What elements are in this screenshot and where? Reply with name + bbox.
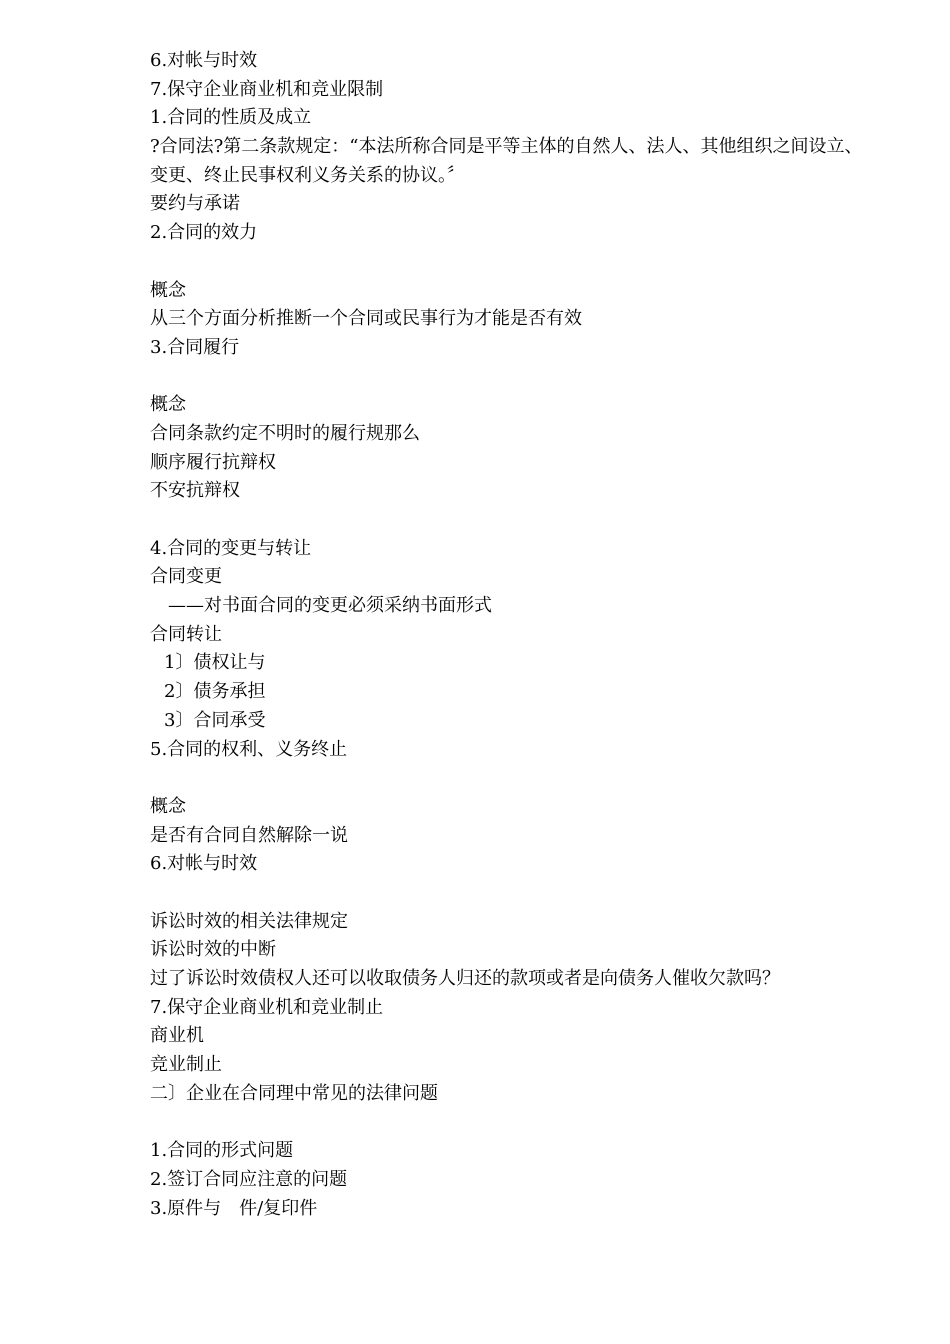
text-concept: 概念 — [150, 279, 186, 301]
heading-signing-notes: 2.签订合同应注意的问题 — [150, 1168, 348, 1190]
heading-original-copy: 3.原件与 件/复印件 — [150, 1197, 318, 1219]
text-concept: 概念 — [150, 394, 186, 416]
text-written-form-note: ——对书面合同的变更必须采纳书面形式 — [168, 595, 492, 617]
heading-contract-performance: 3.合同履行 — [150, 336, 240, 358]
blank-line — [150, 363, 870, 392]
blank-line — [150, 506, 870, 535]
document-body — [150, 47, 870, 1223]
heading-common-legal-issues: 二〕企业在合同理中常见的法律问题 — [150, 1082, 438, 1104]
heading-contract-nature: 1.合同的性质及成立 — [150, 107, 312, 129]
heading-contract-form: 1.合同的形式问题 — [150, 1140, 294, 1162]
text-concept: 概念 — [150, 795, 186, 817]
heading-reconciliation-limitation-2: 6.对帐与时效 — [150, 853, 258, 875]
list-item-contract-assumption: 3〕合同承受 — [164, 709, 266, 731]
text-offer-acceptance: 要约与承诺 — [150, 193, 240, 215]
list-item-claim-assignment: 1〕债权让与 — [164, 652, 266, 674]
contract-law-quote: ?合同法?第二条款规定：“本法所称合同是平等主体的自然人、法人、其他组织之间设立、变更、终止民事权利义务关系的协议。〞 — [150, 136, 863, 186]
text-limitation-rules: 诉讼时效的相关法律规定 — [150, 910, 348, 932]
blank-line — [150, 764, 870, 793]
text-contract-change: 合同变更 — [150, 566, 222, 588]
list-item-debt-assumption: 2〕债务承担 — [164, 681, 266, 703]
text-contract-transfer: 合同转让 — [150, 623, 222, 645]
heading-trade-secret-noncompete: 7.保守企业商业机和竞业限制 — [150, 78, 384, 100]
text-trade-secret: 商业机 — [150, 1025, 204, 1047]
text-noncompete: 竞业制止 — [150, 1054, 222, 1076]
heading-trade-secret-noncompete-2: 7.保守企业商业机和竞业制止 — [150, 996, 384, 1018]
heading-contract-validity: 2.合同的效力 — [150, 222, 258, 244]
text-validity-analysis: 从三个方面分析推断一个合同或民事行为才能是否有效 — [150, 308, 582, 330]
text-sequential-defense: 顺序履行抗辩权 — [150, 451, 276, 473]
text-insecurity-defense: 不安抗辩权 — [150, 480, 240, 502]
heading-change-transfer: 4.合同的变更与转让 — [150, 537, 312, 559]
heading-reconciliation-limitation: 6.对帐与时效 — [150, 50, 258, 71]
blank-line — [150, 879, 870, 908]
blank-line — [150, 248, 870, 277]
text-limitation-interruption: 诉讼时效的中断 — [150, 939, 276, 961]
blank-line — [150, 1108, 870, 1137]
text-expired-limitation-question: 过了诉讼时效债权人还可以收取债务人归还的款项或者是向债务人催收欠款吗？ — [150, 968, 780, 990]
text-performance-rules: 合同条款约定不明时的履行规那么 — [150, 422, 420, 444]
text-natural-dissolution: 是否有合同自然解除一说 — [150, 824, 348, 846]
heading-termination: 5.合同的权利、义务终止 — [150, 738, 348, 760]
